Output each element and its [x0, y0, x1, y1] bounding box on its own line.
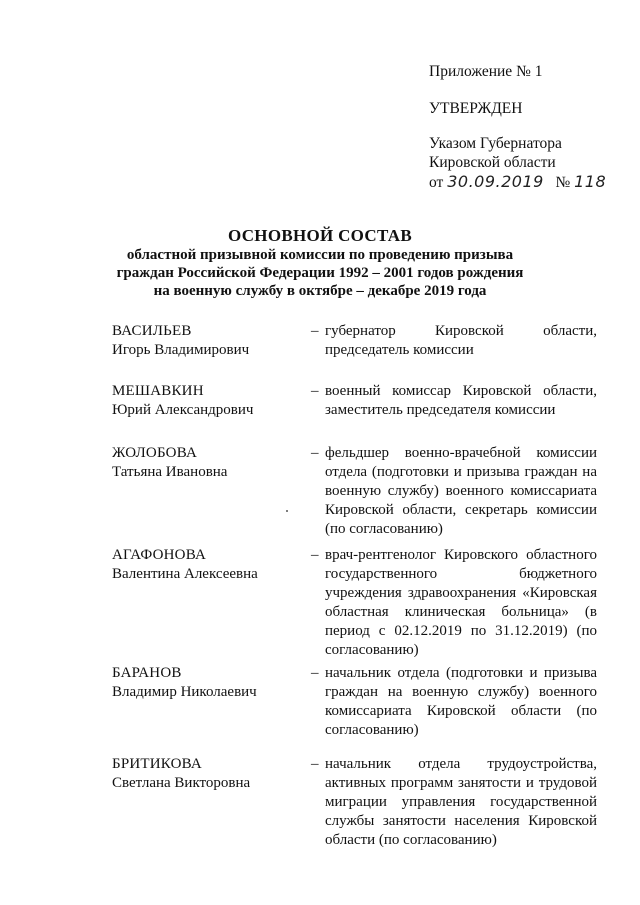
- member-given-name: Юрий Александрович: [112, 402, 254, 418]
- member-surname: БАРАНОВ: [112, 665, 182, 681]
- scan-speck: [286, 510, 288, 512]
- document-title: [60, 226, 580, 300]
- member-given-name: Владимир Николаевич: [112, 684, 257, 700]
- handwritten-number: 118: [574, 172, 607, 191]
- number-prefix: №: [555, 174, 571, 191]
- member-role: начальник отдела трудоустройства, активных программ занятости и трудовой миграции управления государственной службы занятости населения Кировской области (по согласованию): [325, 756, 597, 848]
- member-dash: –: [311, 547, 319, 563]
- member-name: [112, 444, 297, 482]
- member-surname: ВАСИЛЬЕВ: [112, 323, 192, 339]
- date-prefix: от: [429, 174, 444, 191]
- title-line-2: граждан Российской Федерации 1992 – 2001 годов рождения: [116, 265, 524, 281]
- member-dash: –: [311, 665, 319, 681]
- member-name: [112, 382, 297, 420]
- member-role: военный комиссар Кировской области, заместитель председателя комиссии: [325, 383, 597, 418]
- member-role: губернатор Кировской области, председатель комиссии: [325, 323, 597, 358]
- member-given-name: Татьяна Ивановна: [112, 464, 228, 480]
- member-name: [112, 664, 297, 702]
- member-dash: –: [311, 323, 319, 339]
- member-dash: –: [311, 756, 319, 772]
- title-line-3: на военную службу в октябре – декабре 2019 года: [153, 283, 487, 299]
- member-surname: ЖОЛОБОВА: [112, 445, 197, 461]
- appendix-label: Приложение № 1: [429, 63, 543, 80]
- member-role: начальник отдела (подготовки и призыва граждан на военную службу) военного комиссариата Кировской области (по согласованию): [325, 665, 597, 738]
- member-surname: МЕШАВКИН: [112, 383, 204, 399]
- member-role: врач-рентгенолог Кировского областного государственного бюджетного учреждения здравоохранения «Кировская областная клиническая больница» (в период с 02.12.2019 по 31.12.2019) (по согласованию): [325, 547, 597, 658]
- member-role: фельдшер военно-врачебной комиссии отдела (подготовки и призыва граждан на военную службу) военного комиссариата Кировской области, секретарь комиссии (по согласованию): [325, 445, 597, 537]
- approval-block: [429, 62, 629, 192]
- member-surname: БРИТИКОВА: [112, 756, 202, 772]
- member-given-name: Игорь Владимирович: [112, 342, 250, 358]
- member-given-name: Валентина Алексеевна: [112, 566, 258, 582]
- decree-line-1: Указом Губернатора: [429, 135, 562, 152]
- title-main: ОСНОВНОЙ СОСТАВ: [227, 226, 412, 245]
- member-name: [112, 322, 297, 360]
- member-name: [112, 546, 297, 584]
- member-name: [112, 755, 297, 793]
- decree-date-line: [429, 172, 629, 192]
- member-given-name: Светлана Викторовна: [112, 775, 251, 791]
- approved-label: УТВЕРЖДЕН: [429, 100, 523, 117]
- title-line-1: областной призывной комиссии по проведению призыва: [126, 247, 514, 263]
- member-dash: –: [311, 383, 319, 399]
- decree-line-2: Кировской области: [429, 154, 556, 171]
- member-surname: АГАФОНОВА: [112, 547, 206, 563]
- handwritten-date: 30.09.2019: [447, 172, 544, 191]
- member-dash: –: [311, 445, 319, 461]
